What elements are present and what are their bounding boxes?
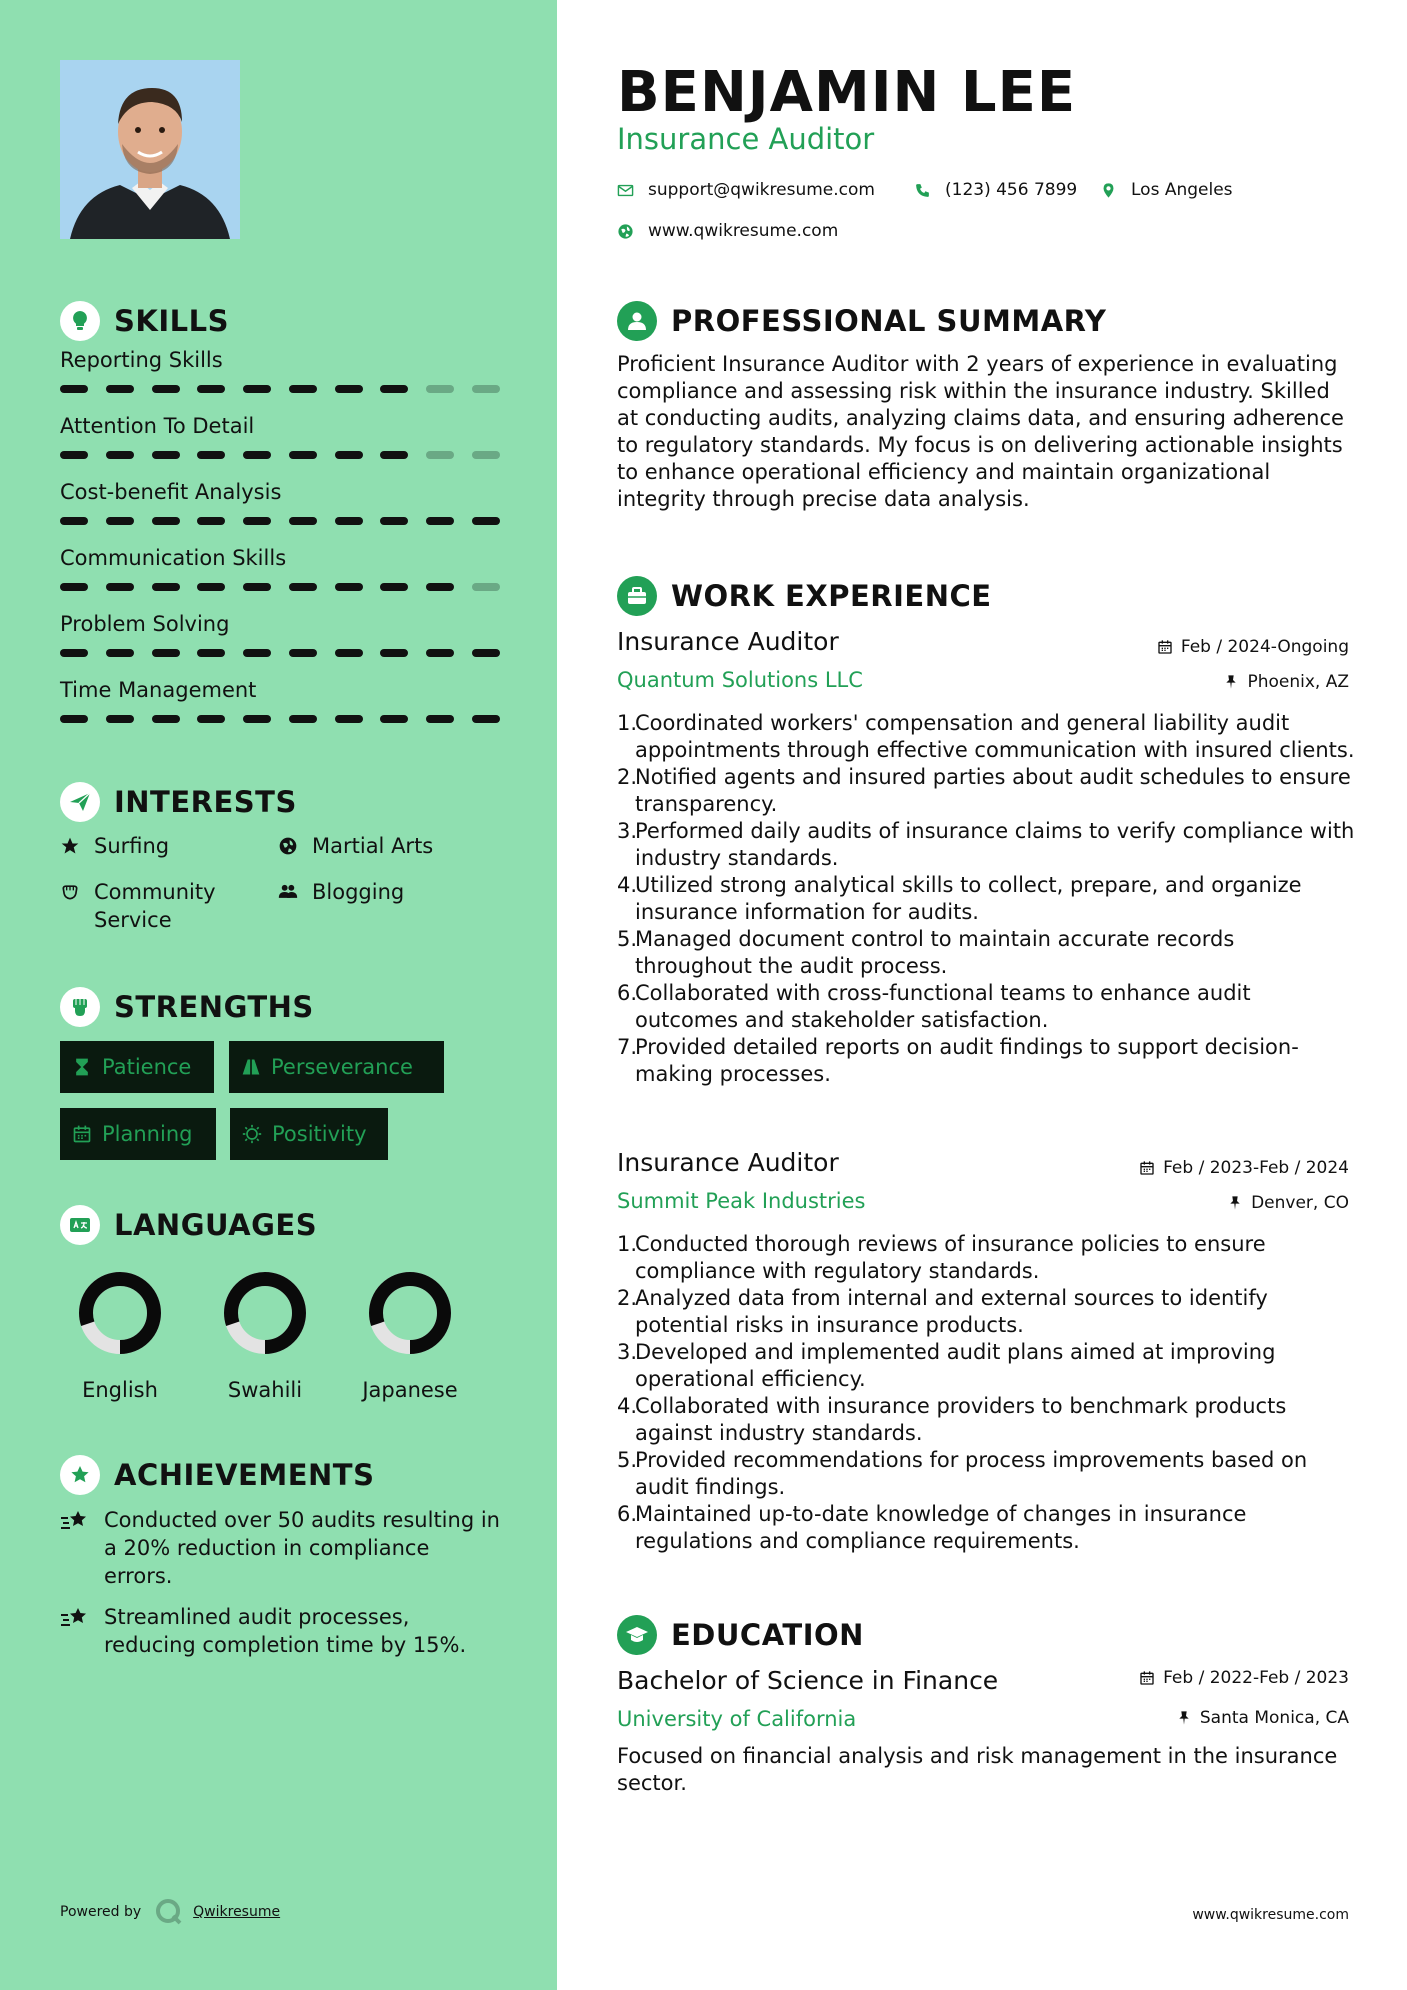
interest-item-surfing (60, 832, 169, 860)
envelope-icon (617, 182, 634, 199)
skill-level-dash (335, 451, 363, 459)
languages-title: LANGUAGES (114, 1208, 318, 1242)
skill-name: Time Management (60, 678, 257, 702)
language-name: Japanese (362, 1378, 458, 1402)
language-item (350, 1268, 470, 1402)
profile-photo-image (60, 60, 240, 239)
strength-tag-perseverance (229, 1041, 444, 1093)
achievement-item (60, 1506, 500, 1590)
strength-tag-positivity (230, 1108, 388, 1160)
phone-icon (914, 182, 931, 199)
skill-level-dash (197, 385, 225, 393)
duty-item: Notified agents and insured parties about audit schedules to ensure transparency. (635, 765, 1351, 816)
duty-item: Coordinated workers' compensation and general liability audit appointments through effective communication with insured clients. (635, 711, 1355, 762)
skill-level-dash (426, 715, 454, 723)
skill-level-dash (426, 583, 454, 591)
calendar-icon (1157, 639, 1173, 655)
skill-level-dash (197, 649, 225, 657)
strengths-section-header (60, 987, 314, 1027)
education-section-header (617, 1615, 864, 1655)
sun-icon (242, 1124, 262, 1144)
skill-level-dash (60, 649, 88, 657)
education-location (1176, 1708, 1349, 1728)
calendar-icon (72, 1124, 92, 1144)
job-1-duties (617, 710, 1357, 1088)
skill-level-bar (60, 715, 500, 723)
duty-item: Performed daily audits of insurance claims to verify compliance with industry standards. (635, 819, 1355, 870)
language-name: Swahili (227, 1378, 303, 1402)
dates-text: Feb / 2022-Feb / 2023 (1163, 1668, 1349, 1688)
education-dates (1139, 1668, 1349, 1688)
email-text: support@qwikresume.com (648, 180, 875, 200)
skill-level-dash (243, 385, 271, 393)
skill-level-dash (152, 649, 180, 657)
skill-level-dash (106, 451, 134, 459)
experience-section-header (617, 576, 992, 616)
interest-item-community-service (60, 878, 260, 934)
skills-section-header (60, 301, 229, 341)
language-level-donut (75, 1268, 165, 1358)
candidate-title: Insurance Auditor (617, 122, 875, 156)
interest-label: Community Service (94, 880, 216, 932)
briefcase-icon (617, 576, 657, 616)
skill-name: Reporting Skills (60, 348, 223, 372)
duty-item: Collaborated with cross-functional teams to enhance audit outcomes and stakeholder satisfaction. (635, 981, 1251, 1032)
duty-item: Maintained up-to-date knowledge of changes in insurance regulations and compliance requirements. (635, 1502, 1247, 1553)
skill-level-dash (197, 517, 225, 525)
skill-level-bar (60, 583, 500, 591)
contact-phone[interactable] (914, 180, 1077, 200)
skill-level-dash (335, 517, 363, 525)
skill-level-dash (243, 451, 271, 459)
duty-item: Provided detailed reports on audit findings to support decision-making processes. (635, 1035, 1299, 1086)
graduation-cap-icon (617, 1615, 657, 1655)
languages-section-header (60, 1205, 317, 1245)
contact-location (1100, 180, 1233, 200)
skill-level-dash (380, 649, 408, 657)
job-2-company: Summit Peak Industries (617, 1189, 866, 1213)
skill-level-dash (60, 583, 88, 591)
skill-level-dash (472, 715, 500, 723)
hourglass-icon (72, 1057, 92, 1077)
skill-level-dash (335, 385, 363, 393)
achievement-text: Streamlined audit processes, reducing completion time by 15%. (104, 1605, 467, 1657)
location-text: Santa Monica, CA (1199, 1708, 1349, 1728)
users-icon (278, 878, 304, 906)
skill-level-dash (426, 451, 454, 459)
achievements-title: ACHIEVEMENTS (114, 1458, 375, 1492)
skill-level-dash (472, 517, 500, 525)
skill-item (60, 411, 500, 459)
language-item (205, 1268, 325, 1402)
skill-level-dash (152, 715, 180, 723)
skill-name: Communication Skills (60, 546, 287, 570)
map-marker-icon (1100, 182, 1117, 199)
skill-level-dash (152, 385, 180, 393)
skill-level-dash (289, 517, 317, 525)
fist-icon (60, 987, 100, 1027)
strength-label: Planning (102, 1122, 193, 1146)
skill-level-dash (60, 451, 88, 459)
skill-level-dash (289, 385, 317, 393)
skill-level-dash (472, 385, 500, 393)
skill-name: Cost-benefit Analysis (60, 480, 282, 504)
skill-level-bar (60, 385, 500, 393)
hand-icon (60, 878, 86, 906)
interest-label: Blogging (312, 880, 405, 904)
skill-level-dash (472, 583, 500, 591)
location-text: Phoenix, AZ (1247, 672, 1349, 692)
sidebar (0, 0, 557, 1990)
language-name: English (82, 1378, 158, 1402)
job-2-role: Insurance Auditor (617, 1148, 839, 1177)
duty-item: Collaborated with insurance providers to benchmark products against industry standards. (635, 1394, 1287, 1445)
education-description: Focused on financial analysis and risk management in the insurance sector. (617, 1744, 1338, 1795)
skill-level-dash (289, 649, 317, 657)
skill-level-dash (60, 715, 88, 723)
dates-text: Feb / 2023-Feb / 2024 (1163, 1158, 1349, 1178)
language-level-donut (220, 1268, 310, 1358)
skill-level-dash (243, 517, 271, 525)
experience-title: WORK EXPERIENCE (671, 579, 992, 613)
skill-level-dash (380, 385, 408, 393)
skill-level-dash (472, 451, 500, 459)
skill-level-dash (380, 451, 408, 459)
skill-level-dash (289, 715, 317, 723)
interest-item-martial-arts (278, 832, 433, 860)
skill-level-dash (335, 715, 363, 723)
skill-level-dash (426, 517, 454, 525)
calendar-icon (1139, 1670, 1155, 1686)
skill-name: Problem Solving (60, 612, 230, 636)
duty-item: Conducted thorough reviews of insurance policies to ensure compliance with regulatory standards. (635, 1232, 1266, 1283)
interests-section-header (60, 782, 297, 822)
location-text: Denver, CO (1251, 1193, 1349, 1213)
shooting-star-icon (60, 1603, 90, 1659)
skill-level-dash (106, 583, 134, 591)
skill-level-dash (380, 715, 408, 723)
skill-level-dash (106, 649, 134, 657)
profile-photo (60, 60, 240, 239)
skill-item (60, 543, 500, 591)
duty-item: Managed document control to maintain accurate records throughout the audit process. (635, 927, 1235, 978)
language-item (60, 1268, 180, 1402)
skill-level-dash (197, 583, 225, 591)
skill-level-dash (152, 517, 180, 525)
skill-item (60, 675, 500, 723)
dates-text: Feb / 2024-Ongoing (1180, 637, 1349, 657)
strength-label: Positivity (272, 1122, 367, 1146)
pin-icon (1176, 1710, 1192, 1726)
skill-level-dash (152, 451, 180, 459)
skill-level-bar (60, 451, 500, 459)
skill-level-dash (197, 451, 225, 459)
contact-email[interactable] (617, 180, 875, 200)
strengths-title: STRENGTHS (114, 990, 314, 1024)
achievements-section-header (60, 1455, 374, 1495)
skill-level-dash (380, 583, 408, 591)
education-degree: Bachelor of Science in Finance (617, 1666, 999, 1695)
strength-label: Patience (102, 1055, 192, 1079)
strength-tag-planning (60, 1108, 216, 1160)
duty-item: Analyzed data from internal and external sources to identify potential risks in insurance products. (635, 1286, 1268, 1337)
interest-label: Surfing (94, 834, 170, 858)
user-icon (617, 301, 657, 341)
pin-icon (1223, 674, 1239, 690)
shooting-star-icon (60, 1506, 90, 1590)
skill-level-dash (106, 385, 134, 393)
qwikresume-logo-icon (155, 1898, 183, 1926)
job-2-duties (617, 1231, 1357, 1555)
skill-item (60, 609, 500, 657)
skill-level-dash (335, 583, 363, 591)
star-icon (60, 832, 86, 860)
summary-text: Proficient Insurance Auditor with 2 years of experience in evaluating compliance and assessing risk within the insurance industry. Skilled at conducting audits, analyzing claims data, and ensuring adherence to regulatory standards. My focus is on delivering actionable insights to enhance operational efficiency and maintain organizational integrity through precise data analysis. (617, 352, 1344, 511)
language-level-donut (365, 1268, 455, 1358)
skill-level-dash (426, 385, 454, 393)
lightbulb-icon (60, 301, 100, 341)
skill-level-dash (289, 451, 317, 459)
award-star-icon (60, 1455, 100, 1495)
interest-item-blogging (278, 878, 404, 906)
skill-level-dash (106, 715, 134, 723)
job-1-dates (1157, 637, 1349, 657)
skill-level-bar (60, 517, 500, 525)
skills-title: SKILLS (114, 304, 229, 338)
website-text: www.qwikresume.com (648, 221, 839, 241)
phone-text: (123) 456 7899 (945, 180, 1078, 200)
duty-item: Developed and implemented audit plans aimed at improving operational efficiency. (635, 1340, 1276, 1391)
calendar-icon (1139, 1160, 1155, 1176)
footer-website[interactable]: www.qwikresume.com (1192, 1907, 1349, 1923)
strength-label: Perseverance (271, 1055, 413, 1079)
skill-name: Attention To Detail (60, 414, 255, 438)
skill-item (60, 477, 500, 525)
skill-level-dash (289, 583, 317, 591)
job-1-role: Insurance Auditor (617, 627, 839, 656)
job-2-dates (1139, 1158, 1349, 1178)
powered-by-label: Powered by (60, 1904, 142, 1920)
skill-level-dash (197, 715, 225, 723)
achievement-text: Conducted over 50 audits resulting in a 20% reduction in compliance errors. (104, 1508, 500, 1588)
interest-label: Martial Arts (312, 834, 434, 858)
pin-icon (1227, 1195, 1243, 1211)
summary-title: PROFESSIONAL SUMMARY (671, 304, 1107, 338)
duty-item: Utilized strong analytical skills to collect, prepare, and organize insurance information for audits. (635, 873, 1302, 924)
skill-level-dash (152, 583, 180, 591)
interests-title: INTERESTS (114, 785, 297, 819)
education-title: EDUCATION (671, 1618, 864, 1652)
language-icon (60, 1205, 100, 1245)
skill-level-dash (472, 649, 500, 657)
skill-level-dash (106, 517, 134, 525)
achievement-item (60, 1603, 500, 1659)
job-2-location (1227, 1193, 1349, 1213)
summary-section-header (617, 301, 1106, 341)
contact-website[interactable] (617, 221, 838, 241)
duty-item: Provided recommendations for process improvements based on audit findings. (635, 1448, 1308, 1499)
powered-by (60, 1898, 280, 1926)
skill-level-dash (335, 649, 363, 657)
paper-plane-icon (60, 782, 100, 822)
skill-level-dash (60, 385, 88, 393)
skill-level-dash (243, 649, 271, 657)
strength-tag-patience (60, 1041, 214, 1093)
road-icon (241, 1057, 261, 1077)
skill-level-dash (60, 517, 88, 525)
globe-icon (278, 832, 304, 860)
skill-level-dash (380, 517, 408, 525)
skill-level-dash (243, 715, 271, 723)
skill-level-bar (60, 649, 500, 657)
job-1-location (1223, 672, 1349, 692)
candidate-name: BENJAMIN LEE (617, 60, 1077, 125)
job-1-company: Quantum Solutions LLC (617, 668, 863, 692)
skill-level-dash (243, 583, 271, 591)
skill-level-dash (426, 649, 454, 657)
globe-icon (617, 223, 634, 240)
skill-item (60, 345, 500, 393)
education-school: University of California (617, 1707, 857, 1731)
location-text: Los Angeles (1131, 180, 1233, 200)
qwikresume-link[interactable]: Qwikresume (193, 1904, 281, 1920)
